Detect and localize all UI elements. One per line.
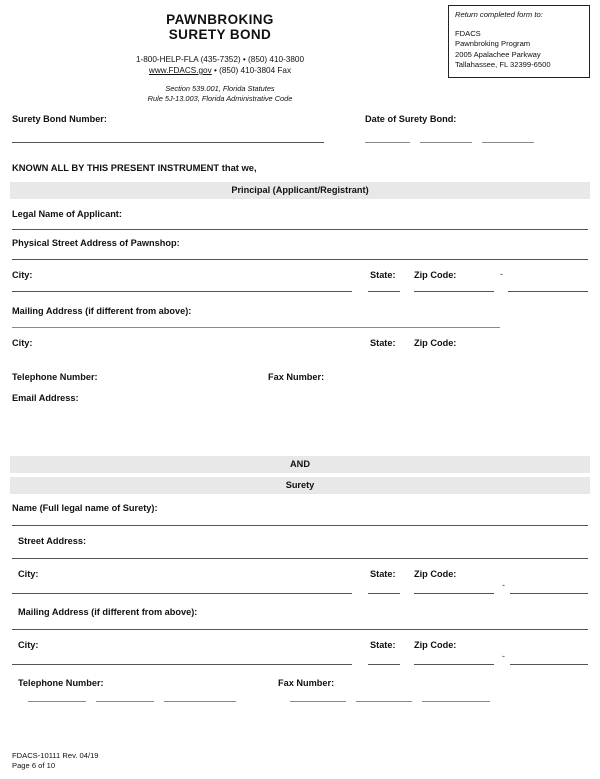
principal-zip-separator: - [500,269,503,279]
page-title [10,12,430,42]
principal-state-input[interactable] [368,291,400,292]
surety-fax-area-code-input[interactable] [290,701,346,702]
principal-legal-name-input[interactable] [12,229,588,230]
surety-zip4-input[interactable] [510,593,588,594]
principal-mailing-label-bold: Mailing Address [12,306,83,316]
principal-telephone-fax-row [10,370,590,391]
surety-fax-label: Fax Number: [278,678,335,688]
date-of-surety-bond-label: Date of Surety Bond: [365,114,457,124]
surety-name-row [10,494,590,530]
contact-fax-text: • (850) 410-3804 Fax [211,66,292,75]
page-number: Page 6 of 10 [12,761,56,770]
principal-fax-label: Fax Number: [268,372,325,382]
principal-physical-address-input[interactable] [12,259,588,260]
surety-telephone-prefix-input[interactable] [96,701,154,702]
principal-zip5-input[interactable] [414,291,494,292]
surety-name-label-bold: Name [12,503,38,513]
surety-mailing-city-label: City: [18,640,39,650]
principal-mailing-address-label [12,306,191,316]
surety-mailing-state-input[interactable] [368,664,400,665]
surety-mailing-address-label [18,607,197,617]
principal-mailing-label-note: (if different from above): [82,306,192,316]
surety-mailing-city-state-zip-row [10,636,590,674]
surety-mailing-address-input[interactable] [12,629,588,630]
principal-legal-name-label: Legal Name of Applicant: [12,209,122,219]
title-line-2: SURETY BOND [168,27,272,42]
surety-telephone-line-input[interactable] [164,701,236,702]
document-header [10,0,590,112]
surety-bond-number-input[interactable] [12,142,324,143]
fdacs-website-link[interactable]: www.FDACS.gov [148,66,212,75]
surety-street-address-input[interactable] [12,558,588,559]
surety-mailing-city-input[interactable] [12,664,352,665]
principal-mailing-address-input[interactable] [12,327,500,328]
surety-mailing-label-bold: Mailing Address [18,607,89,617]
return-address-line-4: Tallahassee, FL 32399-6500 [455,60,551,69]
surety-city-state-zip-row [10,565,590,603]
surety-name-input[interactable] [12,525,588,526]
statute-line-1: Section 539.001, Florida Statutes [165,84,275,93]
page-footer [12,751,99,771]
form-revision-id: FDACS-10111 Rev. 04/19 [12,751,99,760]
principal-email-row [10,391,590,413]
surety-mailing-zip4-input[interactable] [510,664,588,665]
date-month-input[interactable] [365,142,410,143]
bond-identification-row [10,114,590,154]
return-address-line-1: FDACS [455,28,481,38]
principal-physical-address-label: Physical Street Address of Pawnshop: [12,238,180,248]
principal-mailing-state-label: State: [370,338,396,348]
return-address-line-2: Pawnbroking Program [455,39,531,48]
principal-mailing-zip-label: Zip Code: [414,338,457,348]
principal-legal-name-row [10,199,590,233]
principal-mailing-city-state-zip-row [10,334,590,370]
surety-mailing-zip-separator: - [502,651,505,661]
agency-contact-info [10,54,430,76]
surety-mailing-state-label: State: [370,640,396,650]
return-address-line-3: 2005 Apalachee Parkway [455,49,541,59]
principal-city-label: City: [12,270,33,280]
principal-physical-address-row [10,233,590,266]
title-line-1: PAWNBROKING [166,12,274,27]
section-divider-and: AND [10,456,590,473]
principal-zip-label: Zip Code: [414,270,457,280]
statute-references [10,84,430,104]
principal-telephone-label: Telephone Number: [12,372,98,382]
return-address-heading: Return completed form to: [455,10,543,19]
surety-mailing-label-note: (if different from above): [88,607,198,617]
surety-fax-prefix-input[interactable] [356,701,412,702]
date-day-input[interactable] [420,142,472,143]
surety-street-address-label: Street Address: [18,536,87,546]
surety-telephone-label: Telephone Number: [18,678,104,688]
principal-city-state-zip-row [10,266,590,302]
statute-line-2: Rule 5J-13.003, Florida Administrative Code [147,94,293,103]
surety-zip-separator: - [502,580,505,590]
principal-city-input[interactable] [12,291,352,292]
surety-name-label-note: (Full legal name of Surety): [37,503,158,513]
surety-mailing-address-row [10,603,590,636]
surety-city-label: City: [18,569,39,579]
surety-mailing-zip5-input[interactable] [414,664,494,665]
contact-web-line [10,65,430,76]
surety-city-input[interactable] [12,593,352,594]
surety-fax-line-input[interactable] [422,701,490,702]
principal-state-label: State: [370,270,396,280]
contact-phone-line: 1-800-HELP-FLA (435-7352) • (850) 410-3800 [135,55,305,64]
title-block [10,0,430,104]
principal-mailing-address-row [10,302,590,334]
surety-name-label [12,503,158,513]
section-header-principal: Principal (Applicant/Registrant) [10,182,590,199]
surety-zip5-input[interactable] [414,593,494,594]
surety-zip-label: Zip Code: [414,569,457,579]
surety-bond-number-label: Surety Bond Number: [12,114,107,124]
section-header-surety: Surety [10,477,590,494]
surety-state-label: State: [370,569,396,579]
surety-street-address-row [10,530,590,565]
known-all-statement: KNOWN ALL BY THIS PRESENT INSTRUMENT that we, [12,162,257,173]
principal-zip4-input[interactable] [508,291,588,292]
surety-state-input[interactable] [368,593,400,594]
surety-mailing-zip-label: Zip Code: [414,640,457,650]
surety-telephone-area-code-input[interactable] [28,701,86,702]
return-address-box [448,5,590,78]
principal-mailing-city-label: City: [12,338,33,348]
surety-telephone-fax-row [10,674,590,714]
date-year-input[interactable] [482,142,534,143]
principal-email-label: Email Address: [12,393,79,403]
